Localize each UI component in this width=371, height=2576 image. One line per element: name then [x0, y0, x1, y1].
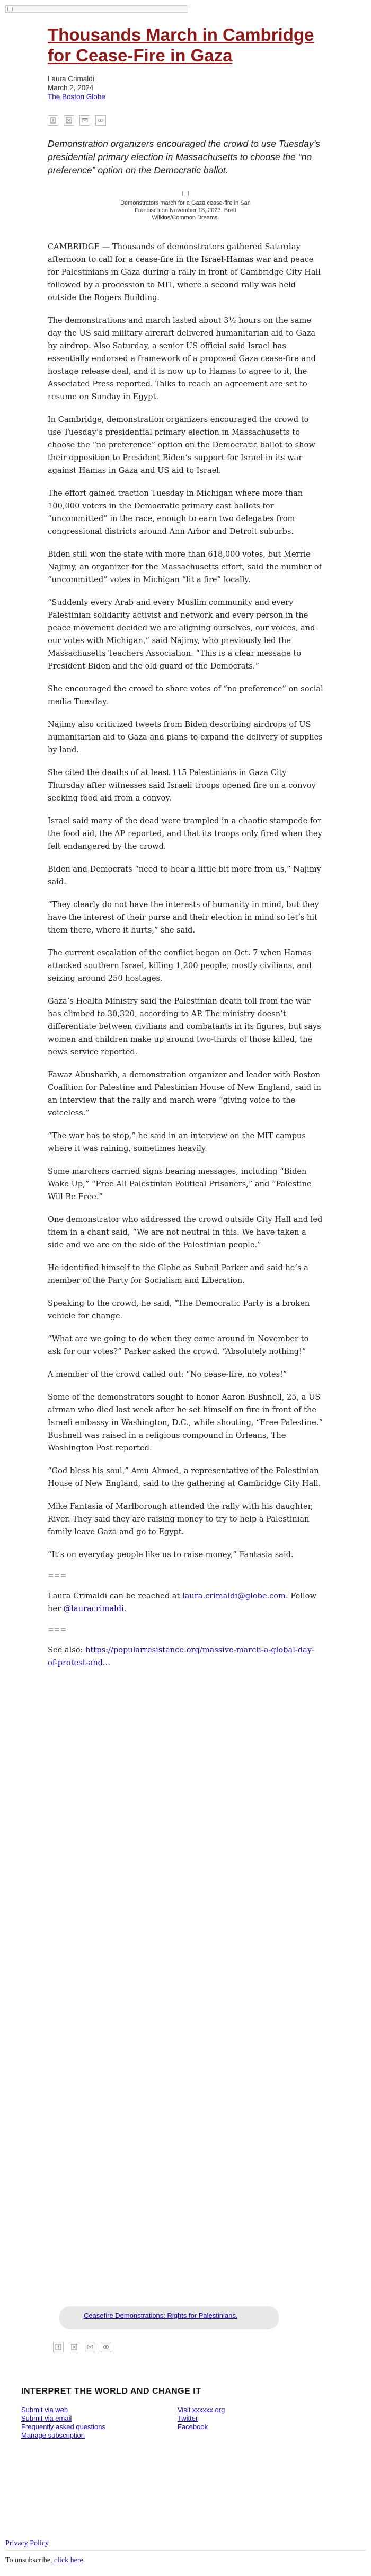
paragraph: Fawaz Abusharkh, a demonstration organizer and leader with Boston Coalition for Palestine and Palestinian House of New England, said in an interview that the rally and march were “giving voice to the voiceless.” [48, 1070, 321, 1118]
share-buttons-bottom [53, 2342, 111, 2352]
share-link-icon[interactable] [101, 2342, 111, 2352]
paragraph: “God bless his soul,” Amu Ahmed, a representative of the Palestinian House of New England, said to the gathering at Cambridge City Hall. [48, 1466, 321, 1488]
paragraph: Some of the demonstrators sought to honor Aaron Bushnell, 25, a US airman who died last week after he set himself on fire in front of the Israeli embassy in Washington, D.C., while shouting, “Free Palestine.” Bushnell was raised in a religious compound in Orleans, The Washington Post reported. [48, 1393, 323, 1453]
share-facebook-icon[interactable] [48, 115, 58, 126]
header-image-placeholder [5, 5, 188, 13]
submit-email-link[interactable]: Submit via email [21, 2414, 72, 2422]
faq-link[interactable]: Frequently asked questions [21, 2423, 105, 2431]
share-twitter-icon[interactable] [64, 115, 74, 126]
author-twitter-link[interactable]: @lauracrimaldi [63, 1604, 124, 1613]
publish-date: March 2, 2024 [48, 84, 94, 92]
paragraph: The effort gained traction Tuesday in Michigan where more than 100,000 voters in the Democratic primary cast ballots for “uncommitted” in the race, enough to earn two delegates from congressional districts around Ann Arbor and Detroit suburbs. [48, 489, 303, 536]
footer-heading: INTERPRET THE WORLD AND CHANGE IT [21, 2387, 201, 2396]
contact-mid: . Follow her [48, 1592, 316, 1613]
contact-prefix: Laura Crimaldi can be reached at [48, 1592, 183, 1601]
separator: === [48, 1571, 67, 1580]
submit-web-link[interactable]: Submit via web [21, 2406, 68, 2414]
source-link[interactable]: The Boston Globe [48, 93, 105, 101]
photo-caption: Demonstrators march for a Gaza cease-fire in San Francisco on November 18, 2023. Brett Wilkins/Common Dreams. [120, 200, 251, 221]
see-also-link[interactable]: https://popularresistance.org/massive-march-a-global-day-of-protest-and... [48, 1646, 315, 1667]
byline [48, 74, 323, 101]
paragraph: She encouraged the crowd to share votes of “no preference” on social media Tuesday. [48, 684, 323, 706]
see-also [48, 1644, 323, 1669]
paragraph: “What are we going to do when they come around in November to ask for our votes?” Parker asked the crowd. “Absolutely nothing!” [48, 1334, 309, 1356]
paragraph: One demonstrator who addressed the crowd outside City Hall and led them in a chant said, “We are not neutral in this. We have taken a side and we are on the side of the Palestinian people.” [48, 1215, 323, 1250]
author-email-link[interactable]: laura.crimaldi@globe.com [182, 1592, 286, 1601]
unsubscribe-line [5, 2556, 85, 2565]
article [48, 24, 323, 1680]
paragraph: Israel said many of the dead were trampled in a chaotic stampede for the food aid, the AP reported, and that its troops only fired when they felt endangered by the crowd. [48, 816, 322, 851]
newsletter-footer [21, 2387, 350, 2440]
paragraph: “They clearly do not have the interests of humanity in mind, but they have the interest of their purse and their election in mind so let’s hit them there, where it hurts,” she said. [48, 900, 319, 935]
divider [5, 2550, 366, 2551]
paragraph: “It’s on everyday people like us to raise money,” Fantasia said. [48, 1550, 294, 1559]
see-also-label: See also: [48, 1646, 86, 1655]
footer-left-column [21, 2406, 178, 2440]
article-photo [48, 191, 323, 222]
paragraph: “The war has to stop,” he said in an interview on the MIT campus where it was raining, sometimes heavily. [48, 1131, 306, 1153]
cta-banner[interactable] [59, 2306, 279, 2329]
unsubscribe-suffix: . [83, 2556, 85, 2564]
author-name: Laura Crimaldi [48, 75, 94, 83]
paragraph: Biden still won the state with more than 618,000 votes, but Merrie Najimy, an organizer for the Massachusetts effort, said the number of “uncommitted” votes in Michigan “lit a fire” locally. [48, 550, 322, 584]
contact-suffix: . [123, 1604, 127, 1613]
privacy-policy-link[interactable]: Privacy Policy [5, 2539, 49, 2547]
paragraph: A member of the crowd called out: “No cease-fire, no votes!” [48, 1370, 287, 1379]
author-contact [48, 1590, 323, 1615]
share-link-icon[interactable] [95, 115, 106, 126]
share-buttons-top [48, 115, 323, 126]
paragraph: She cited the deaths of at least 115 Palestinians in Gaza City Thursday after witnesses said Israeli troops opened fire on a convoy seeking food aid from a convoy. [48, 768, 316, 803]
share-twitter-icon[interactable] [69, 2342, 80, 2352]
paragraph: Speaking to the crowd, he said, “The Democratic Party is a broken vehicle for change. [48, 1299, 310, 1321]
paragraph: “Suddenly every Arab and every Muslim community and every Palestinian solidarity activist and network and every person in the peace movement decided we are aligning ourselves, our voices, and our votes with Michigan,” said Najimy, who previously led the Massachusetts Teachers Association. “This is a clear message to President Biden and the old guard of the Democrats.” [48, 598, 315, 671]
share-email-icon[interactable] [85, 2342, 95, 2352]
broken-image-icon [7, 7, 13, 11]
twitter-link[interactable]: Twitter [178, 2414, 198, 2422]
cta-link[interactable]: Ceasefire Demonstrations: Rights for Palestinians. [84, 2311, 238, 2319]
unsubscribe-prefix: To unsubscribe, [5, 2556, 54, 2564]
paragraph: Mike Fantasia of Marlborough attended the rally with his daughter, River. They said they are raising money to try to help a Palestinian family leave Gaza and go to Egypt. [48, 1502, 313, 1536]
unsubscribe-link[interactable]: click here [54, 2556, 83, 2564]
article-body [48, 241, 323, 1669]
manage-subscription-link[interactable]: Manage subscription [21, 2431, 85, 2439]
paragraph: In Cambridge, demonstration organizers encouraged the crowd to use Tuesday’s presidential primary election in Massachusetts to choose the “no preference” option on the Democratic ballot to show their opposition to President Biden’s support for Israel in its war against Hamas in Gaza and US aid to Israel. [48, 415, 315, 475]
share-facebook-icon[interactable] [53, 2342, 64, 2352]
paragraph: Some marchers carried signs bearing messages, including “Biden Wake Up,” “Free All Palestinian Political Prisoners,” and “Palestine Will Be Free.” [48, 1167, 312, 1201]
facebook-link[interactable]: Facebook [178, 2423, 208, 2431]
paragraph: He identified himself to the Globe as Suhail Parker and said he’s a member of the Party for Socialism and Liberation. [48, 1263, 308, 1285]
paragraph: Najimy also criticized tweets from Biden describing airdrops of US humanitarian aid to Gaza and plans to expand the delivery of supplies by land. [48, 720, 323, 754]
footer-right-column [178, 2406, 334, 2440]
separator: === [48, 1625, 67, 1634]
article-headline[interactable]: Thousands March in Cambridge for Cease-Fire in Gaza [48, 25, 314, 65]
paragraph: CAMBRIDGE — Thousands of demonstrators gathered Saturday afternoon to call for a cease-fire in the Israel-Hamas war and peace for Palestinians in Gaza during a rally in front of Cambridge City Hall followed by a procession to MIT, where a second rally was held outside the Rogers Building. [48, 242, 321, 302]
broken-image-icon [182, 191, 189, 196]
article-dek: Demonstration organizers encouraged the crowd to use Tuesday’s presidential primary election in Massachusetts to choose the “no preference” option on the Democratic ballot. [48, 138, 320, 175]
paragraph: Gaza’s Health Ministry said the Palestinian death toll from the war has climbed to 30,320, according to AP. The ministry doesn’t differentiate between civilians and combatants in its figures, but says women and children make up around two-thirds of those killed, the news service reported. [48, 997, 321, 1057]
visit-site-link[interactable]: Visit xxxxxx.org [178, 2406, 225, 2414]
share-email-icon[interactable] [80, 115, 90, 126]
footer-links [21, 2406, 350, 2440]
paragraph: The current escalation of the conflict began on Oct. 7 when Hamas attacked southern Israel, killing 1,200 people, mostly civilians, and seizing around 250 hostages. [48, 948, 312, 983]
paragraph: The demonstrations and march lasted about 3½ hours on the same day the US said military aircraft delivered humanitarian aid to Gaza by airdrop. Also Saturday, a senior US official said Israel has essentially endorsed a framework of a proposed Gaza cease-fire and hostage release deal, and it is now up to Hamas to agree to it, the Associated Press reported. Talks to reach an agreement are set to resume on Sunday in Egypt. [48, 316, 316, 401]
paragraph: Biden and Democrats “need to hear a little bit more from us,” Najimy said. [48, 865, 321, 886]
